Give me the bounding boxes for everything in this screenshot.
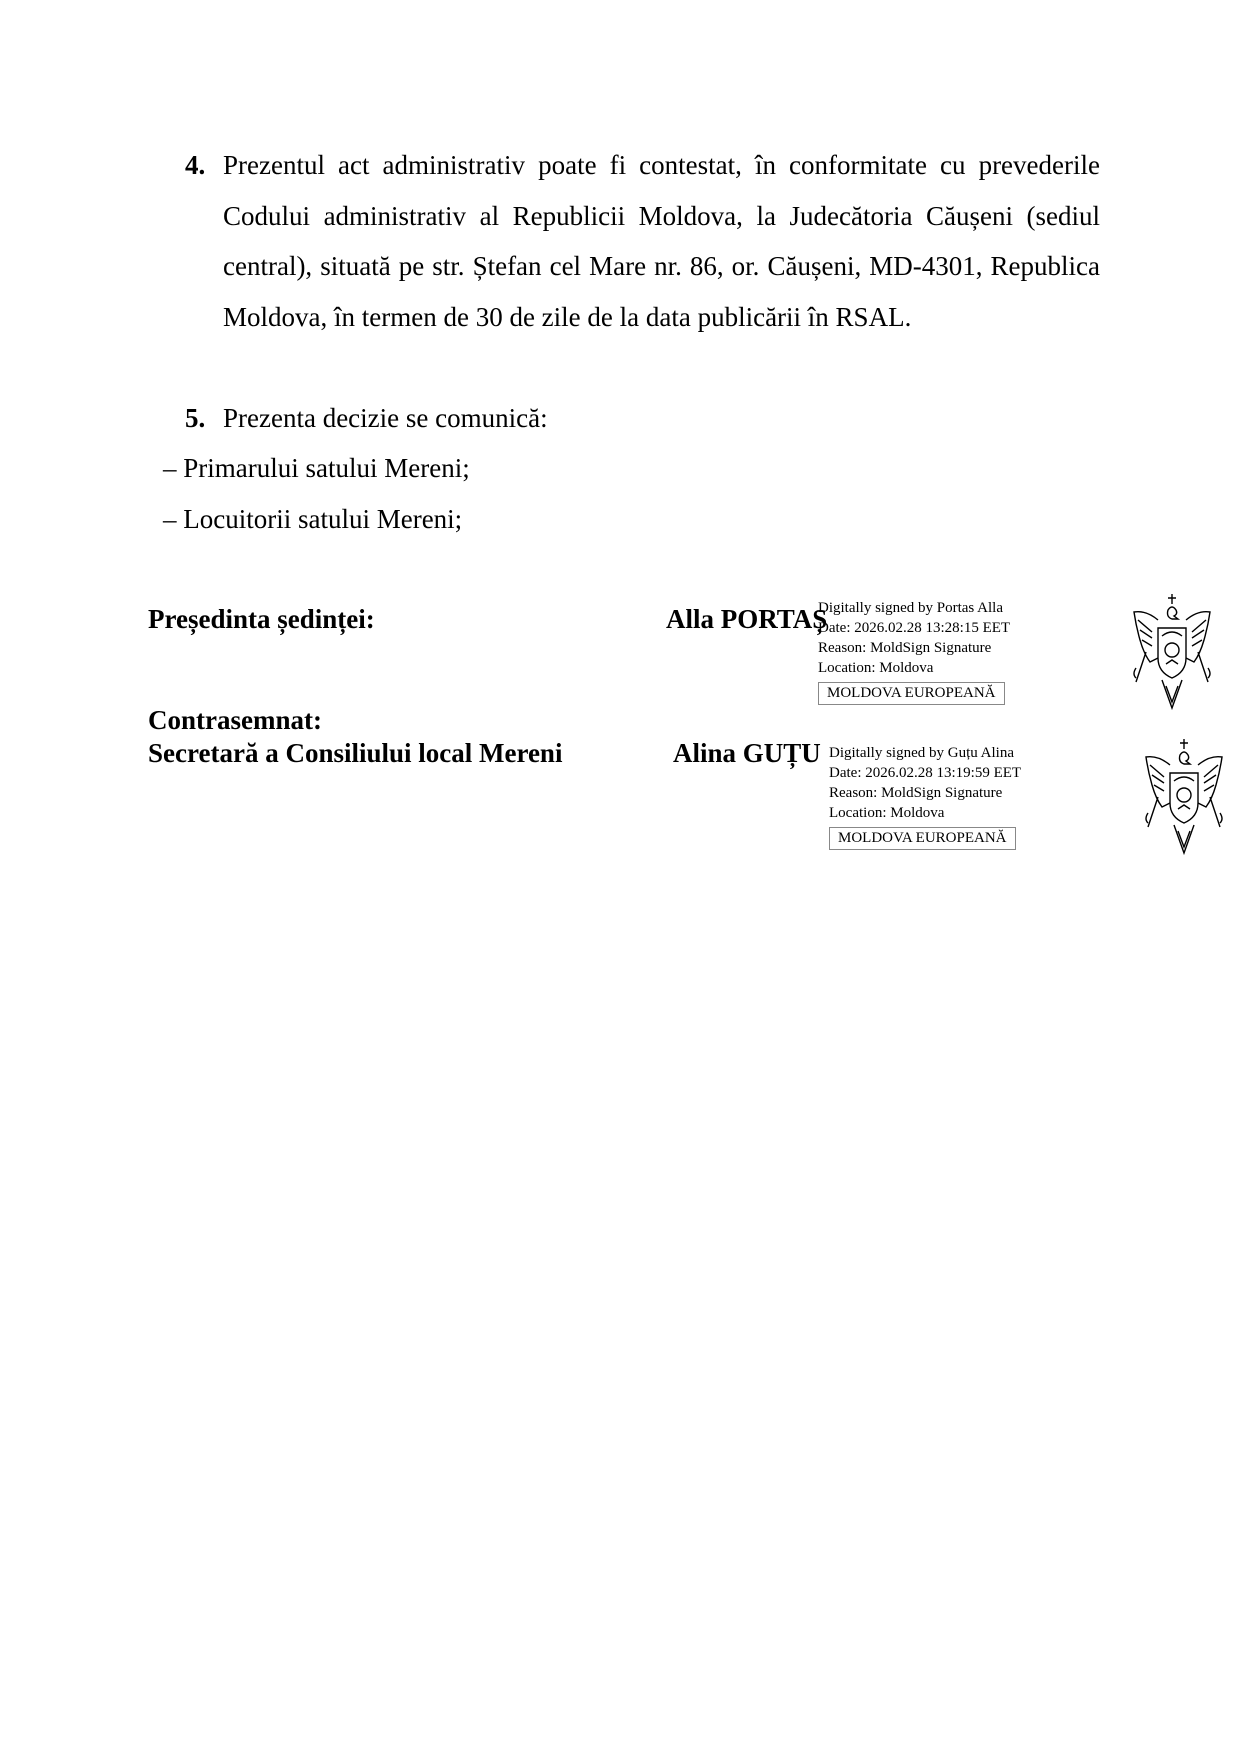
secretary-name: Alina GUȚU [673, 738, 821, 768]
digital-signature-block [818, 598, 1010, 705]
digital-signature-block [829, 743, 1021, 850]
recipient-item: – Locuitorii satului Mereni; [163, 504, 463, 534]
recipient-item: – Primarului satului Mereni; [163, 453, 470, 483]
president-name: Alla PORTAȘ [666, 604, 828, 634]
secretary-label: Secretară a Consiliului local Mereni [148, 738, 563, 768]
countersign-label: Contrasemnat: [148, 705, 322, 735]
signature-reason: Reason: MoldSign Signature [818, 640, 992, 656]
signature-location: Location: Moldova [829, 805, 945, 821]
moldova-coat-of-arms-icon [1128, 590, 1216, 712]
signature-badge: MOLDOVA EUROPEANĂ [818, 682, 1005, 705]
signature-location: Location: Moldova [818, 660, 934, 676]
signature-date: Date: 2026.02.28 13:19:59 EET [829, 765, 1022, 781]
item-text: Prezenta decizie se comunică: [223, 403, 548, 433]
moldova-coat-of-arms-icon [1140, 735, 1228, 857]
list-item-5 [185, 393, 1100, 444]
signature-badge: MOLDOVA EUROPEANĂ [829, 827, 1016, 850]
item-number: 5. [185, 403, 206, 433]
signature-date: Date: 2026.02.28 13:28:15 EET [818, 620, 1011, 636]
president-label: Președinta ședinței: [148, 604, 375, 634]
item-text: Prezentul act administrativ poate fi contestat, în conformitate cu prevederile Codului administrativ al Republicii Moldova, la Judecătoria Căușeni (sediul central), situată pe str. Ștefan cel Mare nr. 86, or. Căușeni, MD-4301, Republica Moldova, în termen de 30 de zile de la data publicării în RSAL. [223, 150, 1100, 332]
signature-signed-by: Digitally signed by Portas Alla [818, 600, 1003, 616]
list-item-4 [185, 140, 1100, 342]
signature-signed-by: Digitally signed by Guțu Alina [829, 745, 1014, 761]
signature-reason: Reason: MoldSign Signature [829, 785, 1003, 801]
item-number: 4. [185, 150, 206, 180]
